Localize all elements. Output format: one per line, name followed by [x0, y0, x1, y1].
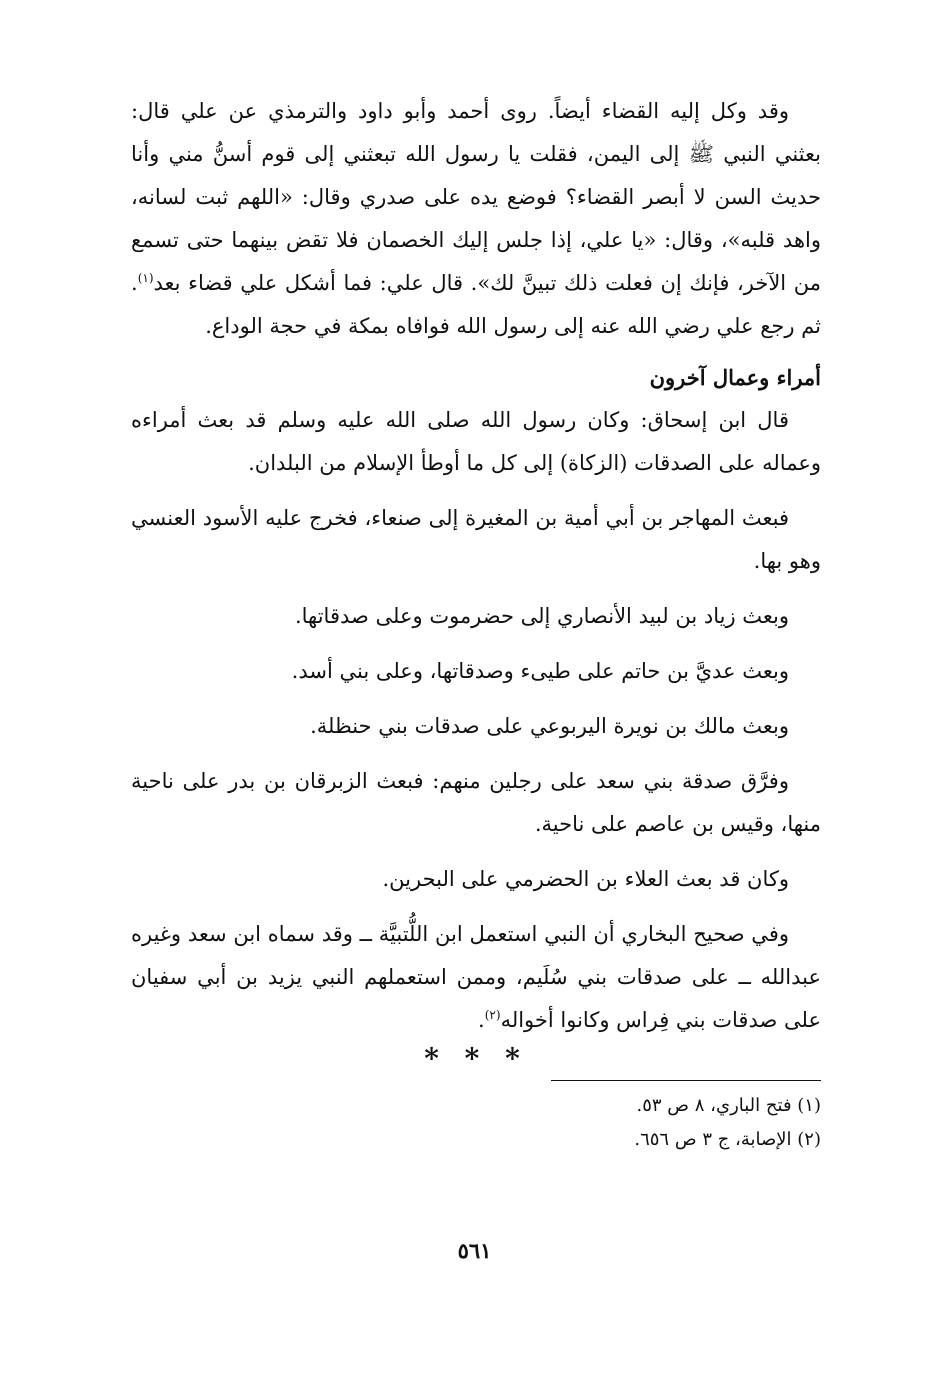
paragraph-text: . ثم رجع علي رضي الله عنه إلى رسول الله فوافاه بمكة في حجة الوداع.	[131, 271, 821, 338]
page-body	[131, 90, 821, 1157]
paragraph-muhajir: فبعث المهاجر بن أبي أمية بن المغيرة إلى صنعاء، فخرج عليه الأسود العنسي وهو بها.	[131, 506, 821, 573]
paragraph-ziyad: وبعث زياد بن لبيد الأنصاري إلى حضرموت وعلى صدقاتها.	[294, 604, 789, 628]
paragraph-text: .	[478, 1008, 485, 1032]
paragraph-ali-judiciary	[131, 90, 821, 348]
section-separator: * * *	[424, 1042, 528, 1075]
paragraph-ibn-ishaq: قال ابن إسحاق: وكان رسول الله صلى الله عليه وسلم قد بعث أمراءه وعماله على الصدقات (الزكاة) إلى كل ما أوطأ الإسلام من البلدان.	[131, 408, 821, 475]
footnote-ref-1[interactable]: (١)	[137, 271, 154, 285]
paragraph-text: وقد وكل إليه القضاء أيضاً. روى أحمد وأبو داود والترمذي عن علي قال: بعثني النبي ﷺ إلى اليمن، فقلت يا رسول الله تبعثني إلى قوم أسنُّ مني وأنا حديث السن لا أبصر القضاء؟ فوضع يده على صدري وقال: «اللهم ثبت لسانه، واهد قلبه»، وقال: «يا علي، إذا جلس إليك الخصمان فلا تقض بينهما حتى تسمع من الآخر، فإنك إن فعلت ذلك تبينَّ لك». قال علي: فما أشكل علي قضاء بعد	[131, 99, 821, 295]
footnote-2: (٢) الإصابة، ج ٣ ص ٦٥٦.	[634, 1129, 821, 1150]
page-number: ٥٦١	[457, 1238, 492, 1263]
footnote-1: (١) فتح الباري، ٨ ص ٥٣.	[636, 1095, 821, 1116]
paragraph-adi: وبعث عديَّ بن حاتم على طيىء وصدقاتها، وعلى بني أسد.	[291, 659, 789, 683]
paragraph-text: وفي صحيح البخاري أن النبي استعمل ابن اللُّتبيَّة ــ وقد سماه ابن سعد وغيره عبدالله ــ على صدقات بني سُلَيم، وممن استعملهم النبي يزيد بن أبي سفيان على صدقات بني فِراس وكانوا أخواله	[131, 922, 821, 1032]
section-heading: أمراء وعمال آخرون	[649, 365, 821, 390]
paragraph-bukhari	[131, 913, 821, 1042]
paragraph-bani-saad: وفرَّق صدقة بني سعد على رجلين منهم: فبعث الزبرقان بن بدر على ناحية منها، وقيس بن عاصم على ناحية.	[131, 769, 821, 836]
paragraph-alaa: وكان قد بعث العلاء بن الحضرمي على البحرين.	[382, 867, 789, 891]
footnote-divider	[551, 1080, 821, 1081]
paragraph-malik: وبعث مالك بن نويرة اليربوعي على صدقات بني حنظلة.	[310, 714, 789, 738]
footnote-ref-2[interactable]: (٢)	[484, 1008, 501, 1022]
